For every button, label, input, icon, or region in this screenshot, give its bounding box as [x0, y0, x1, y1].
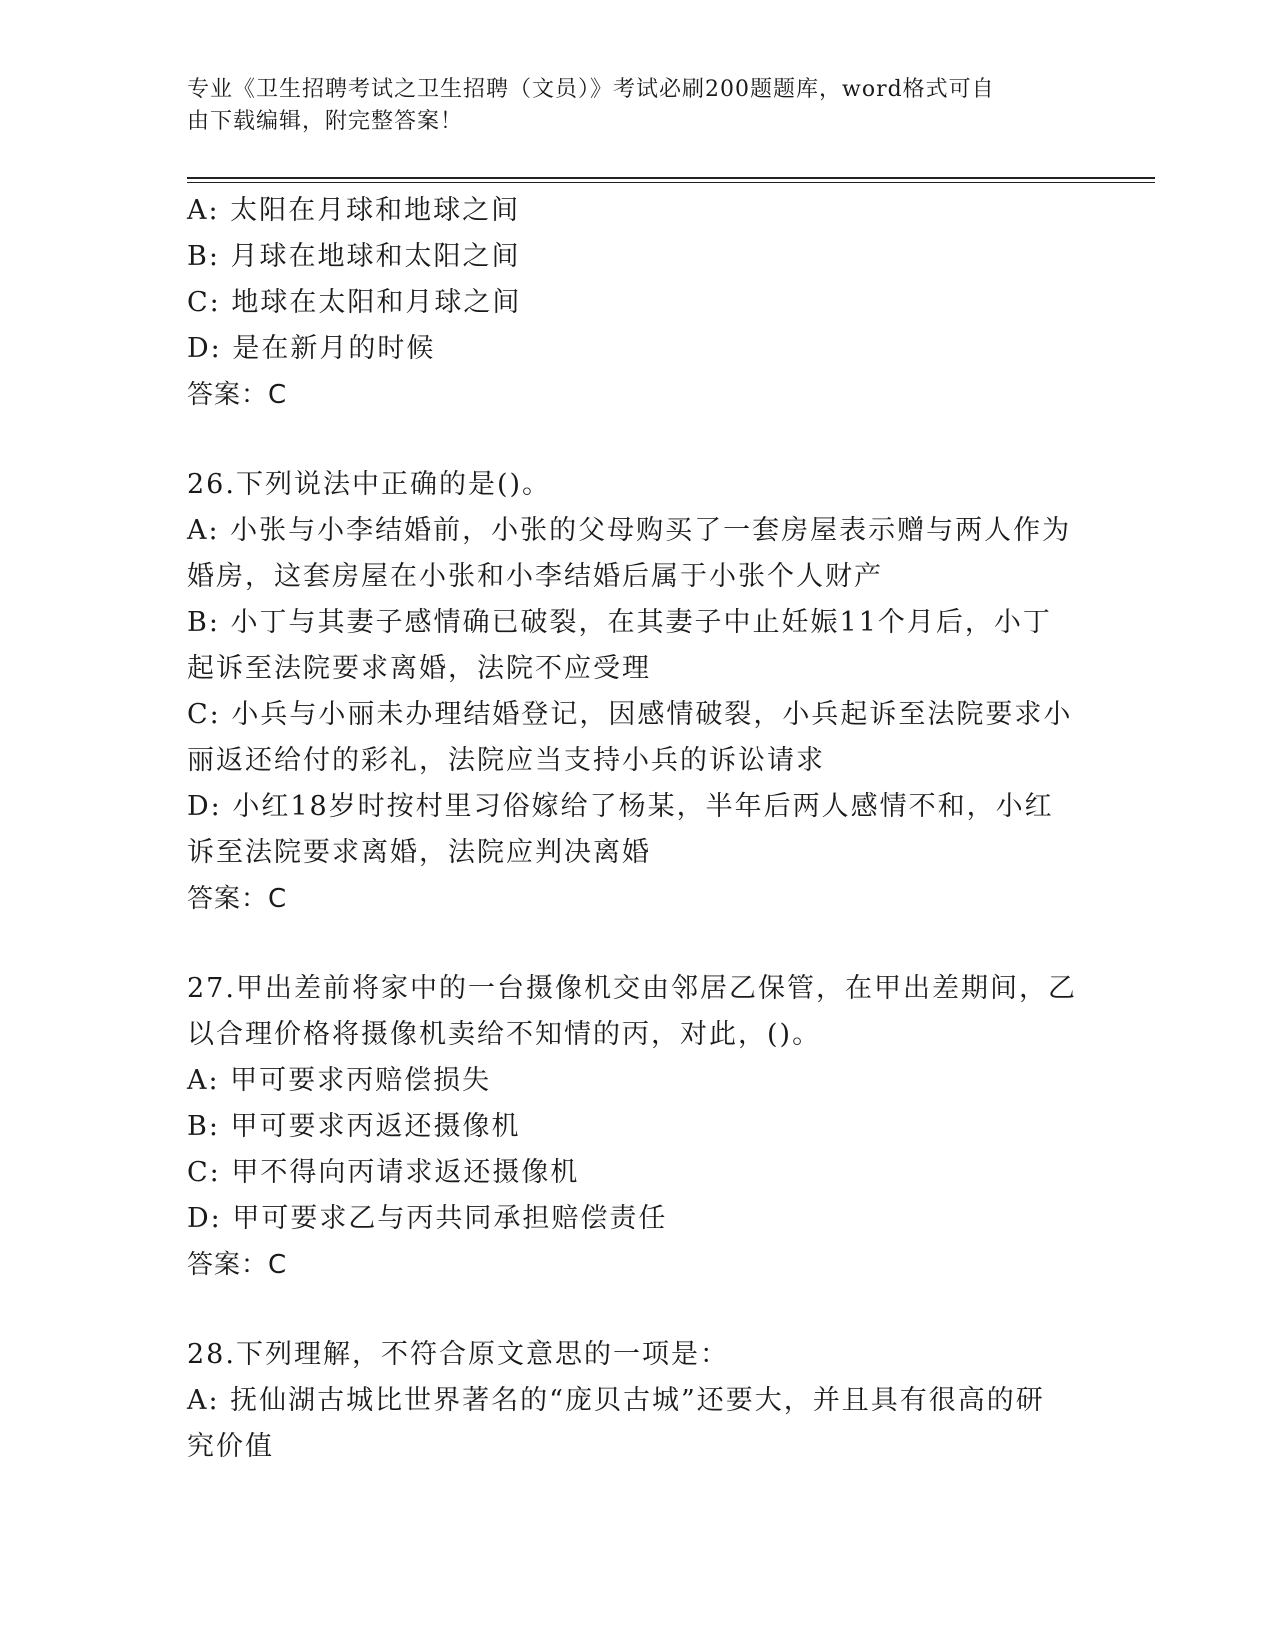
- question-stem: 27.甲出差前将家中的一台摄像机交由邻居乙保管，在甲出差期间，乙: [187, 973, 1077, 1004]
- option-a-continued: 究价值: [187, 1431, 274, 1462]
- block-spacer: [187, 922, 1077, 966]
- header-divider-thin: [187, 182, 1155, 183]
- option-b: B: 小丁与其妻子感情确已破裂，在其妻子中止妊娠11个月后，小丁: [187, 607, 1052, 638]
- question-block-26: [187, 462, 1077, 922]
- option-d: D: 小红18岁时按村里习俗嫁给了杨某，半年后两人感情不和，小红: [187, 791, 1054, 822]
- option-d-continued: 诉至法院要求离婚，法院应判决离婚: [187, 837, 651, 868]
- block-spacer: [187, 418, 1077, 462]
- option-a: A: 甲可要求丙赔偿损失: [187, 1065, 492, 1096]
- question-stem: 28.下列理解，不符合原文意思的一项是：: [187, 1339, 729, 1370]
- question-stem: 26.下列说法中正确的是()。: [187, 469, 552, 500]
- option-c: C: 地球在太阳和月球之间: [187, 287, 522, 318]
- option-d: D: 甲可要求乙与丙共同承担赔偿责任: [187, 1203, 668, 1234]
- answer-line: 答案：C: [187, 1250, 288, 1280]
- question-stem-continued: 以合理价格将摄像机卖给不知情的丙，对此，()。: [187, 1019, 822, 1050]
- option-a-continued: 婚房，这套房屋在小张和小李结婚后属于小张个人财产: [187, 561, 883, 592]
- option-b-continued: 起诉至法院要求离婚，法院不应受理: [187, 653, 651, 684]
- header-line-1: 专业《卫生招聘考试之卫生招聘（文员）》考试必刷200题题库，word格式可自: [187, 77, 995, 102]
- option-c-continued: 丽返还给付的彩礼，法院应当支持小兵的诉讼请求: [187, 745, 825, 776]
- option-a: A: 小张与小李结婚前，小张的父母购买了一套房屋表示赠与两人作为: [187, 515, 1072, 546]
- option-c: C: 小兵与小丽未办理结婚登记，因感情破裂，小兵起诉至法院要求小: [187, 699, 1073, 730]
- block-spacer: [187, 1288, 1077, 1332]
- option-b: B: 月球在地球和太阳之间: [187, 241, 521, 272]
- question-block-27: [187, 966, 1077, 1288]
- question-content: [187, 188, 1077, 1470]
- option-d: D: 是在新月的时候: [187, 333, 436, 364]
- option-b: B: 甲可要求丙返还摄像机: [187, 1111, 521, 1142]
- answer-line: 答案：C: [187, 380, 288, 410]
- header-line-2: 由下载编辑，附完整答案！: [187, 109, 464, 134]
- question-block-28: [187, 1332, 1077, 1470]
- question-block-25: [187, 188, 1077, 418]
- option-a: A: 太阳在月球和地球之间: [187, 195, 521, 226]
- option-a: A: 抚仙湖古城比世界著名的“庞贝古城”还要大，并且具有很高的研: [187, 1385, 1045, 1416]
- header-divider-thick: [187, 177, 1155, 179]
- answer-line: 答案：C: [187, 884, 288, 914]
- option-c: C: 甲不得向丙请求返还摄像机: [187, 1157, 580, 1188]
- document-header: [187, 74, 1067, 138]
